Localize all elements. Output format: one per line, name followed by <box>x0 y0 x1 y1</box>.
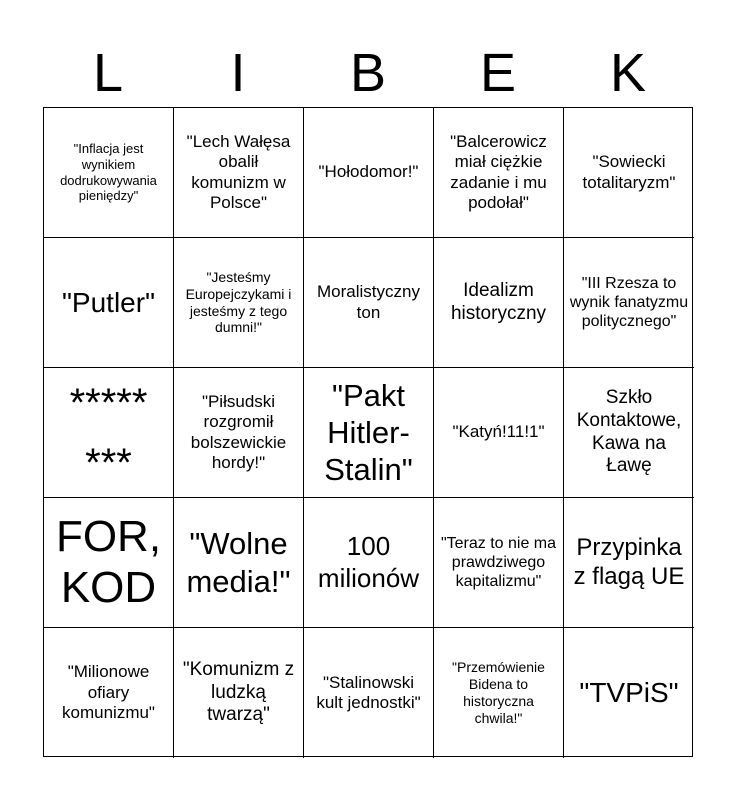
bingo-cell[interactable]: "Teraz to nie ma prawdziwego kapitalizmu" <box>434 498 564 628</box>
header-letter-b: B <box>349 43 387 103</box>
bingo-cell[interactable]: 100 milionów <box>304 498 434 628</box>
bingo-cell[interactable]: "Hołodomor!" <box>304 108 434 238</box>
bingo-cell[interactable]: Moralistyczny ton <box>304 238 434 368</box>
bingo-cell[interactable]: "Milionowe ofiary komunizmu" <box>44 628 174 758</box>
bingo-cell[interactable]: Idealizm historyczny <box>434 238 564 368</box>
bingo-cell[interactable]: "III Rzesza to wynik fanatyzmu politycznego" <box>564 238 694 368</box>
bingo-cell[interactable]: "Piłsudski rozgromił bolszewickie hordy!" <box>174 368 304 498</box>
bingo-cell[interactable]: "Jesteśmy Europejczykami i jesteśmy z tego dumni!" <box>174 238 304 368</box>
bingo-cell[interactable]: Szkło Kontaktowe, Kawa na Ławę <box>564 368 694 498</box>
bingo-cell[interactable]: "TVPiS" <box>579 677 679 709</box>
bingo-cell[interactable]: "Katyń!11!1" <box>434 368 564 498</box>
header-letter-l: L <box>92 43 124 103</box>
bingo-header <box>43 38 693 108</box>
bingo-cell[interactable]: "Komunizm z ludzką twarzą" <box>174 628 304 758</box>
header-letter-i: I <box>230 43 246 103</box>
header-letter-k: K <box>609 43 647 103</box>
bingo-cell[interactable]: "Balcerowicz miał ciężkie zadanie i mu podołał" <box>434 108 564 238</box>
bingo-cell[interactable]: "Lech Wałęsa obalił komunizm w Polsce" <box>174 108 304 238</box>
bingo-cell[interactable]: "Inflacja jest wynikiem dodrukowywania pieniędzy" <box>44 108 174 238</box>
bingo-cell[interactable]: "Przemówienie Bidena to historyczna chwila!" <box>434 628 564 758</box>
bingo-cell[interactable]: "Pakt Hitler-Stalin" <box>304 368 434 498</box>
bingo-cell[interactable]: Przypinka z flagą UE <box>564 498 694 628</box>
bingo-cell[interactable]: "Putler" <box>44 238 174 368</box>
bingo-cell[interactable]: FOR, KOD <box>44 498 174 628</box>
bingo-cell[interactable]: "Sowiecki totalitaryzm" <box>564 108 694 238</box>
bingo-cell[interactable]: ***** *** <box>44 368 174 498</box>
bingo-cell[interactable]: "Stalinowski kult jednostki" <box>304 628 434 758</box>
header-letter-e: E <box>479 43 517 103</box>
bingo-cell[interactable]: "Wolne media!" <box>174 498 304 628</box>
bingo-grid <box>43 107 693 757</box>
